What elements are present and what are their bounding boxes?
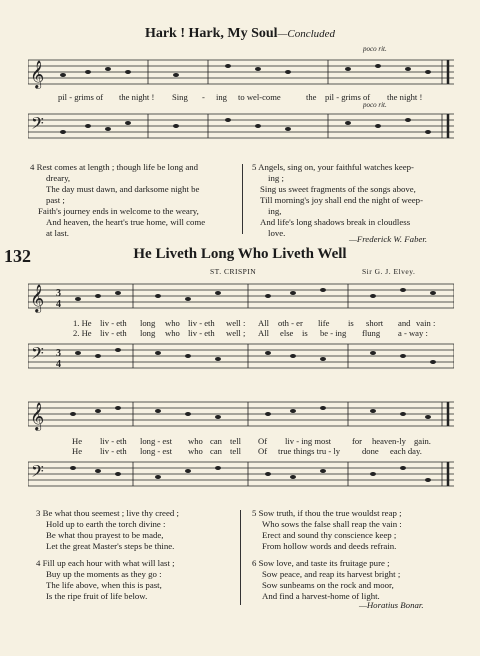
svg-text:𝄞: 𝄞 — [30, 62, 45, 88]
verse-5: 5 Sow truth, if thou the true wouldst reap ; Who sows the false shall reap the vain : Erect and sound thy conscience keep ; From hollow words and deeds refrain. — [252, 508, 402, 551]
svg-text:𝄞: 𝄞 — [30, 286, 45, 312]
svg-text:4: 4 — [56, 299, 61, 310]
lyric-line: pil - grims of the night ! Sing - ing to wel-come the pil - grims of the night ! — [58, 92, 423, 102]
attribution: —Frederick W. Faber. — [349, 234, 428, 244]
tune-name: ST. CRISPIN — [210, 267, 257, 276]
poco-rit-mark: poco rit. — [363, 45, 387, 53]
verse-4: 4 Rest comes at length ; though life be long and dreary, The day must dawn, and darksome night be past ; Faith's journey ends in welcome to the weary, And heaven, the heart's true home, will come at last. — [30, 162, 206, 238]
svg-text:4: 4 — [56, 359, 61, 370]
verse-5: 5 Angels, sing on, your faithful watches keep- ing ; Sing us sweet fragments of the songs above, Till morning's joy shall end the night of weep- ing, And life's long shadows break in cloudless love. — [252, 162, 424, 238]
hymn-title-top: Hark ! Hark, My Soul — [144, 26, 278, 41]
lyric-line-verse1-b: He liv - eth long - est who can tell Of liv - ing most for heaven-ly gain. — [72, 436, 431, 446]
column-divider — [242, 164, 243, 234]
page-title — [0, 26, 480, 42]
svg-text:𝄢: 𝄢 — [31, 115, 44, 137]
lyric-line-verse1: 1. He liv - eth long who liv - eth well : All oth - er life is short and vain : — [73, 318, 436, 328]
svg-text:𝄢: 𝄢 — [31, 345, 44, 367]
verse-6: 6 Sow love, and taste its fruitage pure ; Sow peace, and reap its harvest bright ; Sow sunbeams on the rock and moor, And find a harvest-home of light. — [252, 558, 401, 601]
svg-text:𝄢: 𝄢 — [31, 463, 44, 485]
music-staff-bass-top — [28, 110, 454, 144]
attribution: —Horatius Bonar. — [359, 600, 424, 610]
hymn-number: 132 — [4, 246, 31, 266]
composer: Sir G. J. Elvey. — [362, 267, 416, 276]
music-staff-treble-2 — [28, 398, 454, 432]
svg-text:3: 3 — [56, 288, 61, 299]
music-staff-bass-2 — [28, 458, 454, 492]
music-staff-treble-top — [28, 56, 454, 90]
verse-4: 4 Fill up each hour with what will last ; Buy up the moments as they go : The life above, when this is past, Is the ripe fruit of life below. — [36, 558, 175, 601]
hymn-title: He Liveth Long Who Liveth Well — [133, 246, 347, 262]
svg-text:𝄞: 𝄞 — [30, 404, 45, 430]
svg-text:3: 3 — [56, 348, 61, 359]
verse-3: 3 Be what thou seemest ; live thy creed ; Hold up to earth the torch divine : Be what thou prayest to be made, Let the great Master's steps be thine. — [36, 508, 179, 551]
concluded-label: —Concluded — [277, 28, 336, 40]
column-divider — [240, 510, 241, 605]
music-staff-treble-1 — [28, 280, 454, 314]
lyric-line-verse2-b: He liv - eth long - est who can tell Of true things tru - ly done each day. — [72, 446, 422, 456]
music-staff-bass-1 — [28, 340, 454, 374]
poco-rit-mark: poco rit. — [363, 101, 387, 109]
lyric-line-verse2: 2. He liv - eth long who liv - eth well ; All else is be - ing flung a - way : — [73, 328, 428, 338]
